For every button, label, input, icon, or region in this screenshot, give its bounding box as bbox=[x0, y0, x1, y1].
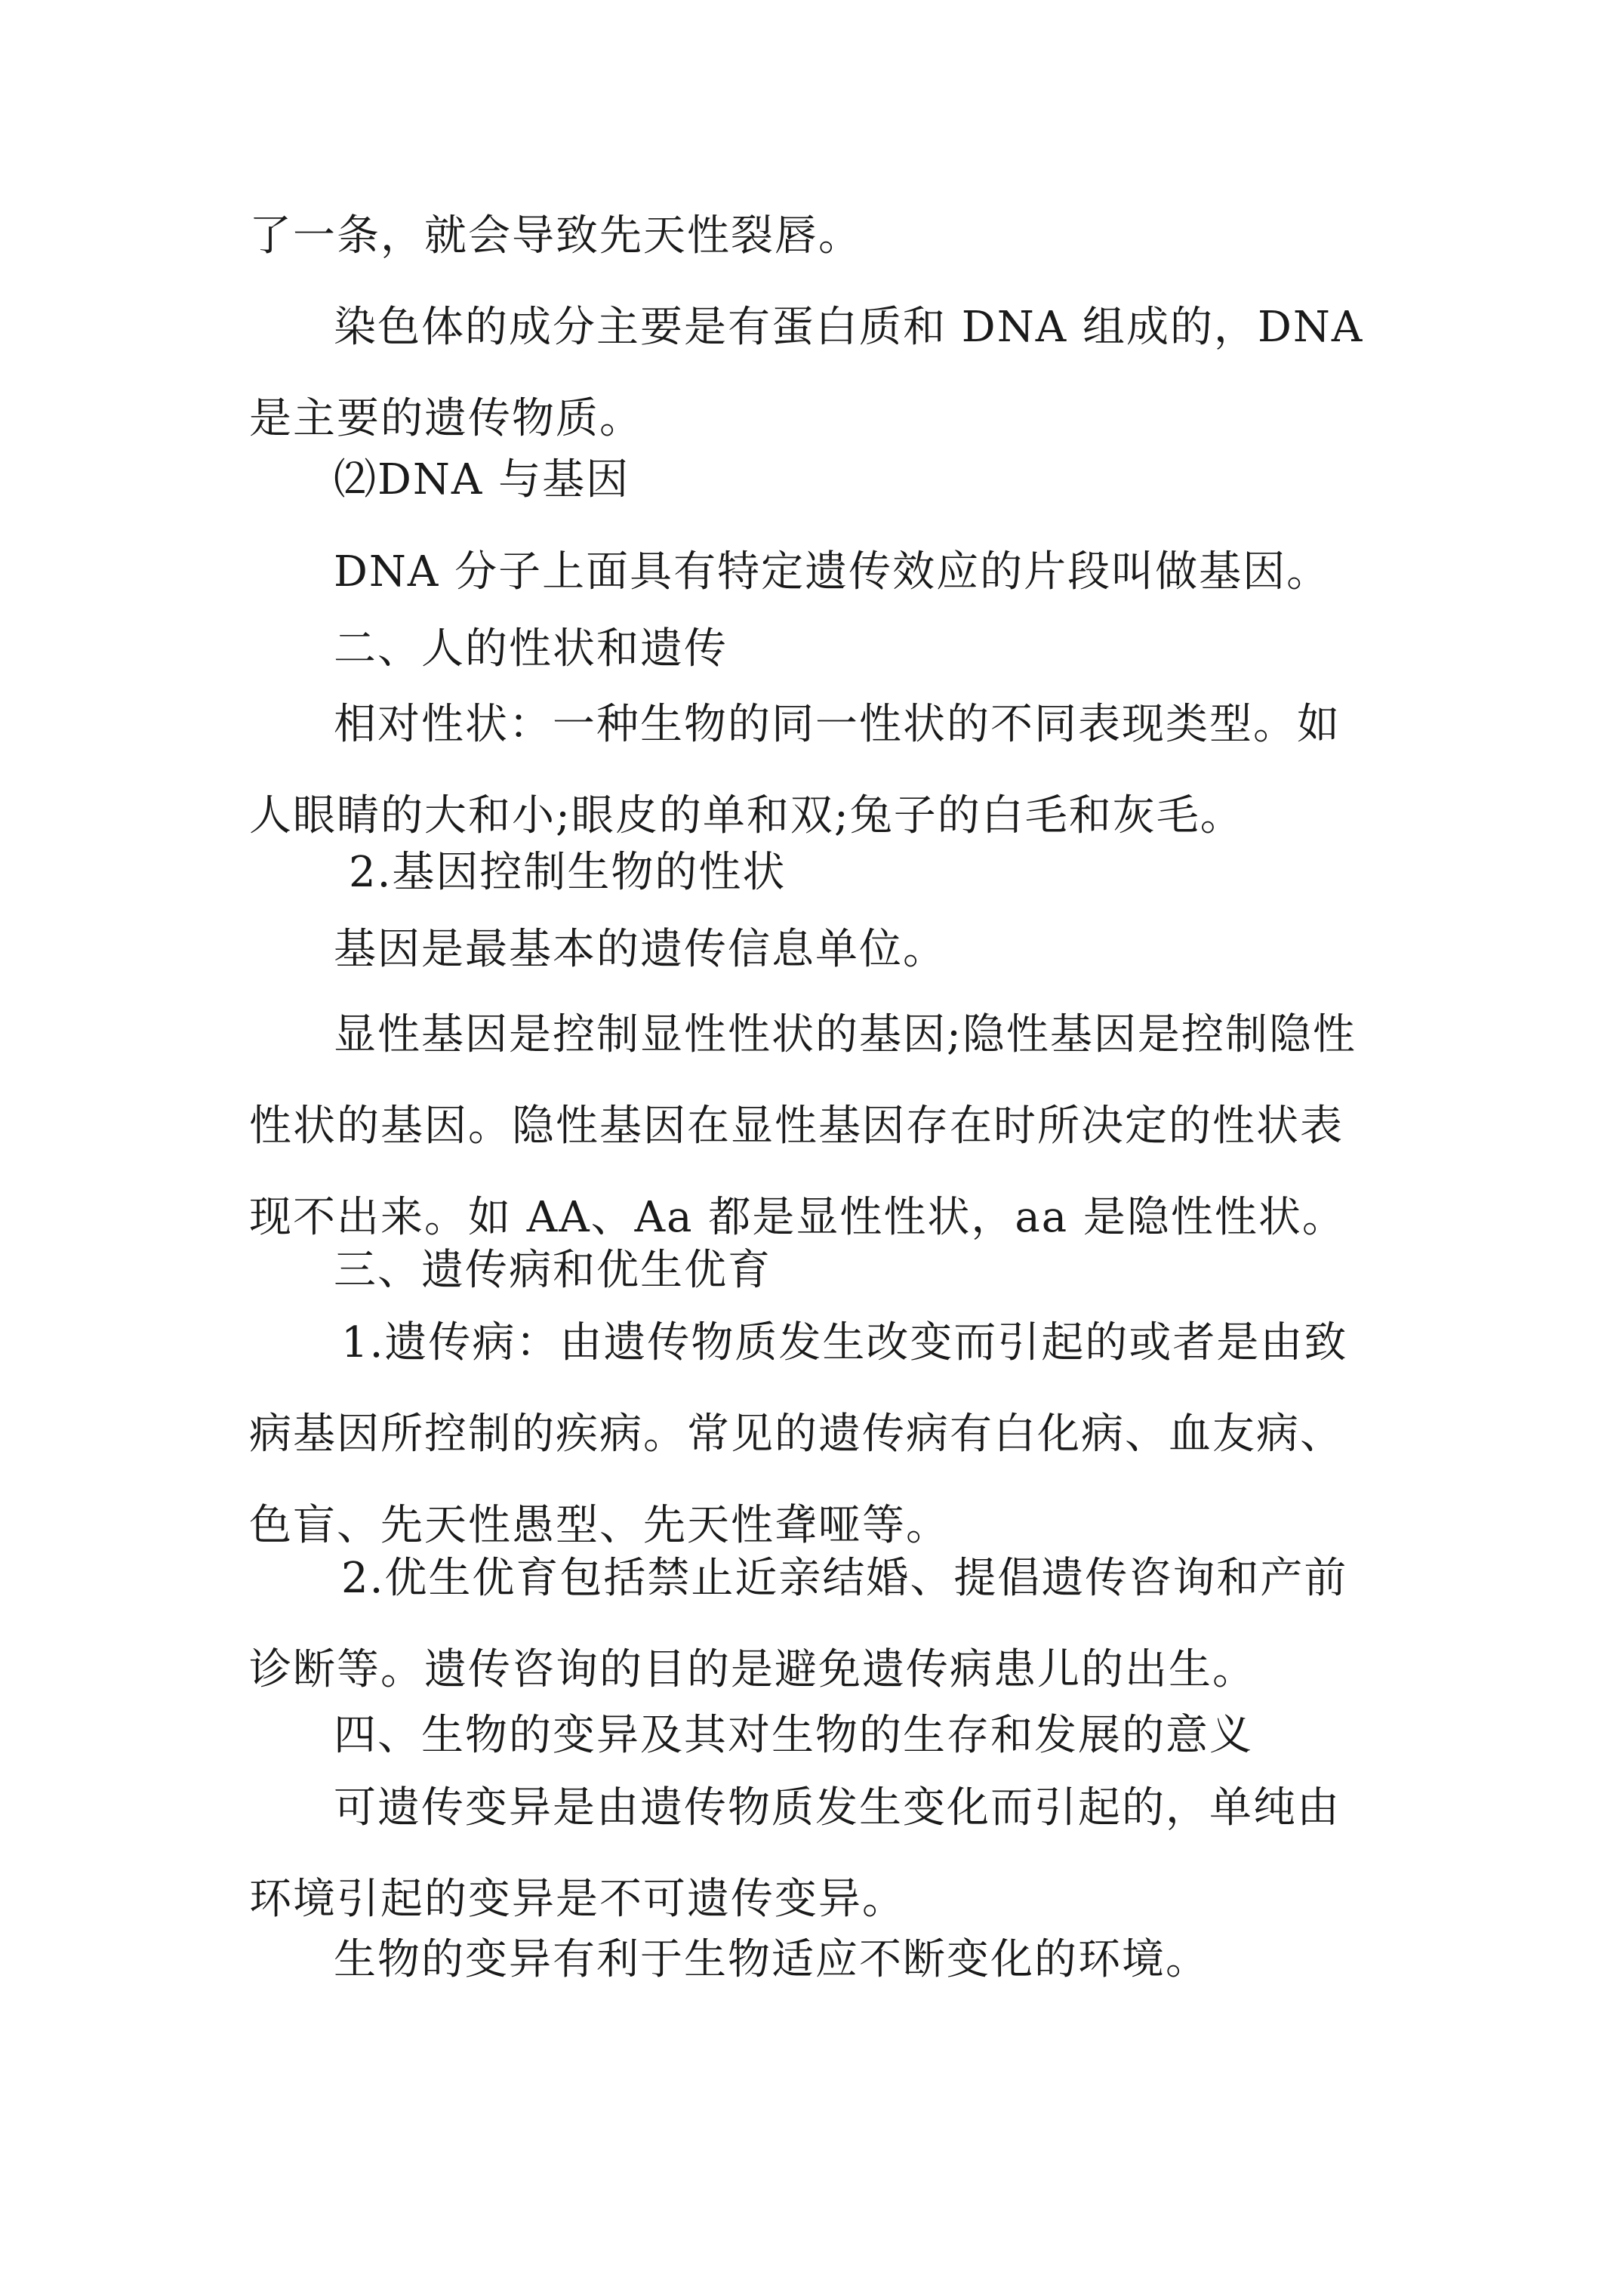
paragraph-dominant-recessive: 显性基因是控制显性性状的基因;隐性基因是控制隐性性状的基因。隐性基因在显性基因存在时所决定的性状表现不出来。如 AA、Aa 都是显性性状，aa 是隐性性状。 bbox=[249, 1010, 1357, 1242]
heading-section-four: 四、生物的变异及其对生物的生存和发展的意义 bbox=[334, 1711, 1253, 1760]
subheading-dna-gene: ⑵DNA 与基因 bbox=[334, 455, 630, 504]
paragraph-eugenics: 2.优生优育包括禁止近亲结婚、提倡遗传咨询和产前诊断等。遗传咨询的目的是避免遗传病患儿的出生。 bbox=[249, 1554, 1348, 1694]
paragraph-genetic-disease: 1.遗传病：由遗传物质发生改变而引起的或者是由致病基因所控制的疾病。常见的遗传病有白化病、血友病、色盲、先天性愚型、先天性聋哑等。 bbox=[249, 1318, 1348, 1550]
subheading-gene-control: 2.基因控制生物的性状 bbox=[349, 848, 787, 897]
paragraph-basic-unit: 基因是最基本的遗传信息单位。 bbox=[334, 925, 947, 974]
heading-section-three: 三、遗传病和优生优育 bbox=[334, 1246, 771, 1295]
paragraph-chromosome: 染色体的成分主要是有蛋白质和 DNA 组成的，DNA 是主要的遗传物质。 bbox=[249, 303, 1364, 443]
paragraph-gene-definition: DNA 分子上面具有特定遗传效应的片段叫做基因。 bbox=[334, 547, 1331, 596]
paragraph-heritable-variation: 可遗传变异是由遗传物质发生变化而引起的，单纯由环境引起的变异是不可遗传变异。 bbox=[249, 1783, 1341, 1924]
paragraph-continuation: 了一条，就会导致先天性裂唇。 bbox=[249, 211, 862, 260]
paragraph-variation-benefit: 生物的变异有利于生物适应不断变化的环境。 bbox=[334, 1935, 1209, 1984]
heading-section-two: 二、人的性状和遗传 bbox=[334, 624, 728, 673]
paragraph-relative-traits: 相对性状：一种生物的同一性状的不同表现类型。如人眼睛的大和小;眼皮的单和双;兔子的白毛和灰毛。 bbox=[249, 700, 1341, 840]
